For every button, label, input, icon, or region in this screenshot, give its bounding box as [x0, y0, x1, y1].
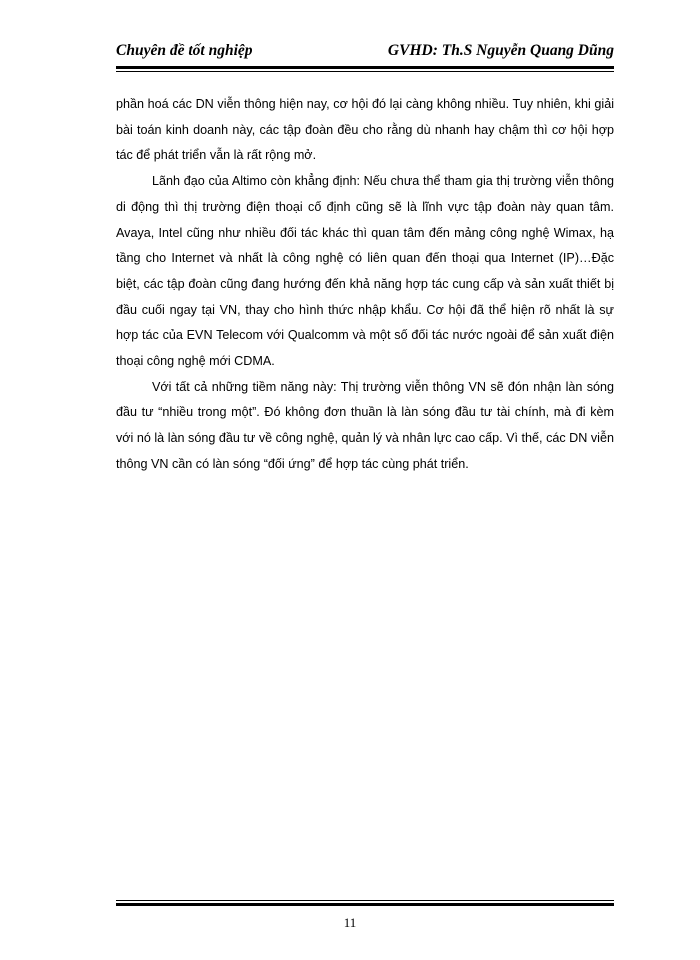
header-title: Chuyên đề tốt nghiệp — [116, 42, 253, 59]
paragraph-3: Với tất cả những tiềm năng này: Thị trường viễn thông VN sẽ đón nhận làn sóng đầu tư “nhiều trong một”. Đó không đơn thuần là làn sóng đầu tư tài chính, mà đi kèm với nó là làn sóng đầu tư về công nghệ, quản lý và nhân lực cao cấp. Vì thế, các DN viễn thông VN cần có làn sóng “đối ứng” để hợp tác cùng phát triển. — [116, 379, 614, 471]
paragraph-2: Lãnh đạo của Altimo còn khẳng định: Nếu chưa thể tham gia thị trường viễn thông di động thì thị trường điện thoại cố định cũng sẽ là lĩnh vực tập đoàn này quan tâm. Avaya, Intel cũng như nhiều đối tác khác thì quan tâm đến mảng công nghệ Wimax, hạ tầng cho Internet và nhất là công nghệ có liên quan đến thoại qua Internet (IP)…Đặc biệt, các tập đoàn cũng đang hướng đến khả năng hợp tác cung cấp và sản xuất thiết bị đầu cuối ngay tại VN, thay cho hình thức nhập khẩu. Cơ hội đã thể hiện rõ nhất là sự hợp tác của EVN Telecom với Qualcomm và một số đối tác nước ngoài để sản xuất điện thoại công nghệ mới CDMA. — [116, 174, 614, 369]
paragraph-1: phần hoá các DN viễn thông hiện nay, cơ hội đó lại càng không nhiều. Tuy nhiên, khi giải bài toán kinh doanh này, các tập đoàn đều cho rằng dù nhanh hay chậm thì cơ hội hợp tác để phát triển vẫn là rất rộng mở. — [116, 97, 614, 163]
page-number: 11 — [343, 915, 357, 930]
footer-divider — [116, 900, 614, 906]
header-divider — [116, 66, 614, 72]
page-header — [116, 40, 614, 64]
header-advisor: GVHD: Th.S Nguyễn Quang Dũng — [387, 42, 614, 59]
document-body — [116, 92, 614, 478]
